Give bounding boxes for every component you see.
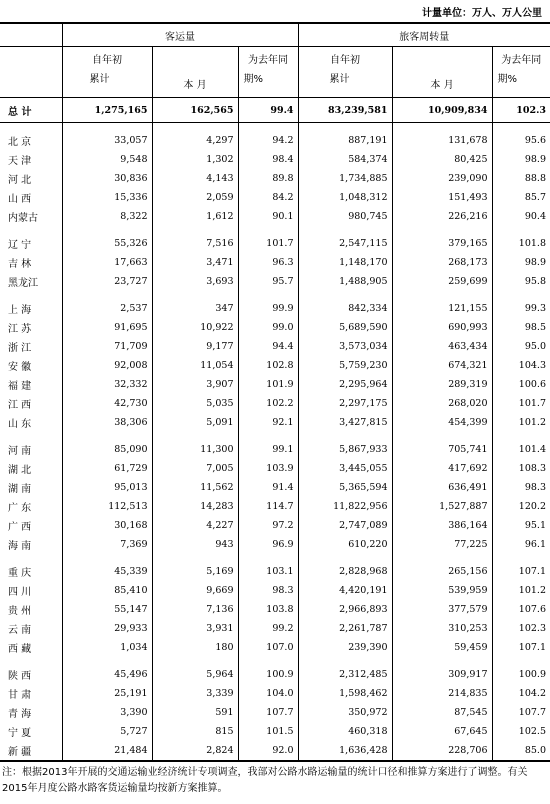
- yoy-turnover: 95.6: [492, 131, 550, 150]
- ytd-turnover: 4,420,191: [298, 581, 392, 600]
- table-row: [0, 535, 550, 554]
- region-name: 吉 林: [8, 259, 32, 270]
- total-row: [0, 98, 550, 123]
- ytd-turnover: 460,318: [298, 722, 392, 741]
- yoy-turnover: 90.4: [492, 207, 550, 226]
- month-turnover: 377,579: [392, 600, 492, 619]
- ytd-turnover: 980,745: [298, 207, 392, 226]
- table-row: [0, 638, 550, 657]
- yoy-volume: 114.7: [238, 497, 298, 516]
- ytd-volume: 7,369: [62, 535, 152, 554]
- month-turnover: 310,253: [392, 619, 492, 638]
- month-volume: 5,169: [152, 562, 238, 581]
- ytd-volume: 45,339: [62, 562, 152, 581]
- yoy-turnover: 107.1: [492, 562, 550, 581]
- ytd-turnover: 5,689,590: [298, 318, 392, 337]
- yoy-volume: 96.3: [238, 253, 298, 272]
- group-spacer: [0, 554, 550, 562]
- yoy-volume: 97.2: [238, 516, 298, 535]
- table-row: [0, 131, 550, 150]
- ytd-turnover: 2,312,485: [298, 665, 392, 684]
- month-turnover: 636,491: [392, 478, 492, 497]
- ytd-volume: 21,484: [62, 741, 152, 761]
- table-row: [0, 440, 550, 459]
- region-name: 海 南: [8, 541, 32, 552]
- month-volume: 815: [152, 722, 238, 741]
- month-volume: 7,136: [152, 600, 238, 619]
- yoy-turnover: 96.1: [492, 535, 550, 554]
- ytd-volume: 2,537: [62, 299, 152, 318]
- header-month-turnover: 本 月: [392, 47, 492, 98]
- month-turnover: 454,399: [392, 413, 492, 432]
- month-turnover: 309,917: [392, 665, 492, 684]
- region-name: 北 京: [8, 137, 32, 148]
- table-row: [0, 562, 550, 581]
- region-name: 安 徽: [8, 362, 32, 373]
- yoy-turnover: 107.7: [492, 703, 550, 722]
- ytd-volume: 30,168: [62, 516, 152, 535]
- month-volume: 11,300: [152, 440, 238, 459]
- ytd-volume: 85,090: [62, 440, 152, 459]
- group-spacer: [0, 226, 550, 234]
- month-volume: 180: [152, 638, 238, 657]
- yoy-turnover: 102.5: [492, 722, 550, 741]
- ytd-volume: 30,836: [62, 169, 152, 188]
- region-name: 贵 州: [8, 606, 32, 617]
- ytd-volume: 42,730: [62, 394, 152, 413]
- ytd-turnover: 584,374: [298, 150, 392, 169]
- ytd-volume: 85,410: [62, 581, 152, 600]
- region-name: 新 疆: [0, 741, 62, 761]
- yoy-turnover: 85.7: [492, 188, 550, 207]
- yoy-volume: 102.2: [238, 394, 298, 413]
- ytd-volume: 55,147: [62, 600, 152, 619]
- table-row: [0, 619, 550, 638]
- region-name: 山 东: [8, 419, 32, 430]
- table-row: [0, 516, 550, 535]
- month-volume: 1,612: [152, 207, 238, 226]
- month-volume: 943: [152, 535, 238, 554]
- table-row: [0, 703, 550, 722]
- yoy-volume: 96.9: [238, 535, 298, 554]
- ytd-turnover: 842,334: [298, 299, 392, 318]
- ytd-volume: 5,727: [62, 722, 152, 741]
- region-name: 云 南: [8, 625, 32, 636]
- ytd-volume: 1,034: [62, 638, 152, 657]
- month-turnover: 674,321: [392, 356, 492, 375]
- table-row: [0, 272, 550, 291]
- ytd-turnover: 83,239,581: [298, 98, 392, 123]
- region-name: 黑龙江: [8, 278, 38, 289]
- yoy-turnover: 102.3: [492, 98, 550, 123]
- month-turnover: 289,319: [392, 375, 492, 394]
- ytd-turnover: 3,445,055: [298, 459, 392, 478]
- ytd-turnover: 1,488,905: [298, 272, 392, 291]
- month-volume: 4,227: [152, 516, 238, 535]
- month-turnover: 268,173: [392, 253, 492, 272]
- region-name: 浙 江: [8, 343, 32, 354]
- header-yoy-volume: 为去年同 期%: [238, 47, 298, 98]
- month-turnover: 77,225: [392, 535, 492, 554]
- yoy-volume: 90.1: [238, 207, 298, 226]
- ytd-turnover: 11,822,956: [298, 497, 392, 516]
- header-ytd-turnover: 自年初 累计: [298, 47, 392, 98]
- table-row: [0, 459, 550, 478]
- ytd-turnover: 1,598,462: [298, 684, 392, 703]
- yoy-turnover: 101.7: [492, 394, 550, 413]
- month-turnover: 239,090: [392, 169, 492, 188]
- month-volume: 10,922: [152, 318, 238, 337]
- region-name: 湖 南: [8, 484, 32, 495]
- ytd-volume: 32,332: [62, 375, 152, 394]
- row-label: 总 计: [0, 98, 62, 123]
- ytd-turnover: 610,220: [298, 535, 392, 554]
- month-turnover: 214,835: [392, 684, 492, 703]
- month-volume: 3,907: [152, 375, 238, 394]
- ytd-turnover: 2,747,089: [298, 516, 392, 535]
- yoy-volume: 107.7: [238, 703, 298, 722]
- ytd-volume: 71,709: [62, 337, 152, 356]
- passenger-transport-table: [0, 22, 550, 762]
- yoy-volume: 91.4: [238, 478, 298, 497]
- region-name: 甘 肃: [8, 690, 32, 701]
- month-volume: 14,283: [152, 497, 238, 516]
- ytd-volume: 45,496: [62, 665, 152, 684]
- region-name: 宁 夏: [8, 728, 32, 739]
- unit-label: 计量单位：万人、万人公里: [422, 8, 542, 19]
- month-volume: 11,562: [152, 478, 238, 497]
- ytd-turnover: 3,427,815: [298, 413, 392, 432]
- yoy-volume: 92.0: [238, 741, 298, 761]
- table-row: [0, 413, 550, 432]
- yoy-volume: 99.9: [238, 299, 298, 318]
- yoy-volume: 99.2: [238, 619, 298, 638]
- yoy-volume: 100.9: [238, 665, 298, 684]
- month-turnover: 226,216: [392, 207, 492, 226]
- yoy-turnover: 101.2: [492, 413, 550, 432]
- yoy-volume: 107.0: [238, 638, 298, 657]
- yoy-turnover: 101.4: [492, 440, 550, 459]
- yoy-turnover: 99.3: [492, 299, 550, 318]
- yoy-turnover: 98.9: [492, 253, 550, 272]
- table-row: [0, 356, 550, 375]
- ytd-turnover: 2,295,964: [298, 375, 392, 394]
- month-volume: 3,339: [152, 684, 238, 703]
- yoy-turnover: 104.3: [492, 356, 550, 375]
- yoy-turnover: 88.8: [492, 169, 550, 188]
- yoy-volume: 99.1: [238, 440, 298, 459]
- month-volume: 347: [152, 299, 238, 318]
- ytd-volume: 1,275,165: [62, 98, 152, 123]
- corner-cell: [0, 23, 62, 47]
- yoy-volume: 92.1: [238, 413, 298, 432]
- month-turnover: 386,164: [392, 516, 492, 535]
- month-turnover: 151,493: [392, 188, 492, 207]
- yoy-volume: 99.4: [238, 98, 298, 123]
- month-turnover: 268,020: [392, 394, 492, 413]
- month-turnover: 690,993: [392, 318, 492, 337]
- table-row: [0, 665, 550, 684]
- yoy-turnover: 98.3: [492, 478, 550, 497]
- ytd-turnover: 2,297,175: [298, 394, 392, 413]
- month-volume: 1,302: [152, 150, 238, 169]
- month-turnover: 131,678: [392, 131, 492, 150]
- region-name: 河 北: [8, 175, 32, 186]
- group-spacer: [0, 123, 550, 132]
- ytd-turnover: 2,828,968: [298, 562, 392, 581]
- ytd-volume: 92,008: [62, 356, 152, 375]
- yoy-volume: 84.2: [238, 188, 298, 207]
- yoy-volume: 102.8: [238, 356, 298, 375]
- header-ytd-volume: 自年初 累计: [62, 47, 152, 98]
- ytd-turnover: 2,547,115: [298, 234, 392, 253]
- table-row: [0, 600, 550, 619]
- ytd-turnover: 887,191: [298, 131, 392, 150]
- month-volume: 5,091: [152, 413, 238, 432]
- yoy-volume: 95.7: [238, 272, 298, 291]
- ytd-turnover: 1,148,170: [298, 253, 392, 272]
- yoy-turnover: 101.8: [492, 234, 550, 253]
- yoy-volume: 99.0: [238, 318, 298, 337]
- header-yoy-turnover: 为去年同 期%: [492, 47, 550, 98]
- table-row: [0, 478, 550, 497]
- ytd-turnover: 2,261,787: [298, 619, 392, 638]
- yoy-turnover: 95.0: [492, 337, 550, 356]
- month-turnover: 259,699: [392, 272, 492, 291]
- table-row: [0, 150, 550, 169]
- region-name: 广 西: [8, 522, 32, 533]
- month-turnover: 539,959: [392, 581, 492, 600]
- month-volume: 11,054: [152, 356, 238, 375]
- region-name: 辽 宁: [8, 240, 32, 251]
- yoy-volume: 103.9: [238, 459, 298, 478]
- yoy-turnover: 107.1: [492, 638, 550, 657]
- ytd-turnover: 2,966,893: [298, 600, 392, 619]
- ytd-volume: 17,663: [62, 253, 152, 272]
- ytd-volume: 33,057: [62, 131, 152, 150]
- ytd-volume: 25,191: [62, 684, 152, 703]
- yoy-turnover: 120.2: [492, 497, 550, 516]
- region-name: 天 津: [8, 156, 32, 167]
- yoy-volume: 104.0: [238, 684, 298, 703]
- month-volume: 7,516: [152, 234, 238, 253]
- yoy-turnover: 98.9: [492, 150, 550, 169]
- ytd-volume: 15,336: [62, 188, 152, 207]
- region-name: 山 西: [8, 194, 32, 205]
- footnote: 注：根据2013年开展的交通运输业经济统计专项调查，我部对公路水路运输量的统计口径和推算方案进行了调整。有关2015年月度公路水路客货运输量均按新方案推算。: [2, 767, 528, 794]
- month-volume: 7,005: [152, 459, 238, 478]
- table-row: [0, 375, 550, 394]
- table-row: [0, 684, 550, 703]
- yoy-volume: 89.8: [238, 169, 298, 188]
- yoy-turnover: 100.9: [492, 665, 550, 684]
- yoy-volume: 101.9: [238, 375, 298, 394]
- yoy-volume: 101.7: [238, 234, 298, 253]
- month-turnover: 67,645: [392, 722, 492, 741]
- month-turnover: 121,155: [392, 299, 492, 318]
- yoy-turnover: 102.3: [492, 619, 550, 638]
- month-turnover: 87,545: [392, 703, 492, 722]
- month-volume: 591: [152, 703, 238, 722]
- table-row: [0, 169, 550, 188]
- region-name: 江 西: [8, 400, 32, 411]
- region-name: 四 川: [8, 587, 32, 598]
- month-volume: 3,693: [152, 272, 238, 291]
- month-turnover: 265,156: [392, 562, 492, 581]
- ytd-volume: 8,322: [62, 207, 152, 226]
- yoy-turnover: 98.5: [492, 318, 550, 337]
- group-spacer: [0, 291, 550, 299]
- ytd-volume: 38,306: [62, 413, 152, 432]
- ytd-volume: 23,727: [62, 272, 152, 291]
- month-turnover: 228,706: [392, 741, 492, 761]
- yoy-turnover: 85.0: [492, 741, 550, 761]
- ytd-volume: 112,513: [62, 497, 152, 516]
- header-month-volume: 本 月: [152, 47, 238, 98]
- ytd-turnover: 5,867,933: [298, 440, 392, 459]
- yoy-volume: 103.1: [238, 562, 298, 581]
- region-name: 江 苏: [8, 324, 32, 335]
- region-name: 陕 西: [8, 671, 32, 682]
- month-turnover: 705,741: [392, 440, 492, 459]
- region-name: 福 建: [8, 381, 32, 392]
- yoy-turnover: 100.6: [492, 375, 550, 394]
- month-volume: 2,059: [152, 188, 238, 207]
- table-row: [0, 337, 550, 356]
- ytd-turnover: 5,759,230: [298, 356, 392, 375]
- month-turnover: 10,909,834: [392, 98, 492, 123]
- ytd-volume: 95,013: [62, 478, 152, 497]
- month-volume: 3,471: [152, 253, 238, 272]
- month-turnover: 463,434: [392, 337, 492, 356]
- table-row: [0, 234, 550, 253]
- table-row: [0, 253, 550, 272]
- month-volume: 5,964: [152, 665, 238, 684]
- month-volume: 4,143: [152, 169, 238, 188]
- region-name: 广 东: [8, 503, 32, 514]
- group-spacer: [0, 657, 550, 665]
- region-name: 青 海: [8, 709, 32, 720]
- ytd-volume: 55,326: [62, 234, 152, 253]
- yoy-volume: 98.3: [238, 581, 298, 600]
- month-turnover: 379,165: [392, 234, 492, 253]
- ytd-turnover: 1,734,885: [298, 169, 392, 188]
- month-volume: 3,931: [152, 619, 238, 638]
- yoy-turnover: 101.2: [492, 581, 550, 600]
- yoy-turnover: 107.6: [492, 600, 550, 619]
- month-turnover: 417,692: [392, 459, 492, 478]
- header-passenger-volume: 客运量: [62, 23, 298, 47]
- table-row: [0, 207, 550, 226]
- yoy-volume: 103.8: [238, 600, 298, 619]
- ytd-volume: 9,548: [62, 150, 152, 169]
- ytd-turnover: 239,390: [298, 638, 392, 657]
- table-row: [0, 188, 550, 207]
- ytd-volume: 3,390: [62, 703, 152, 722]
- month-turnover: 1,527,887: [392, 497, 492, 516]
- month-volume: 9,177: [152, 337, 238, 356]
- ytd-volume: 29,933: [62, 619, 152, 638]
- ytd-turnover: 350,972: [298, 703, 392, 722]
- ytd-turnover: 1,048,312: [298, 188, 392, 207]
- yoy-volume: 94.4: [238, 337, 298, 356]
- month-volume: 5,035: [152, 394, 238, 413]
- ytd-volume: 61,729: [62, 459, 152, 478]
- yoy-turnover: 108.3: [492, 459, 550, 478]
- month-turnover: 80,425: [392, 150, 492, 169]
- region-name: 上 海: [8, 305, 32, 316]
- group-spacer: [0, 432, 550, 440]
- table-row: [0, 497, 550, 516]
- yoy-turnover: 104.2: [492, 684, 550, 703]
- region-name: 湖 北: [8, 465, 32, 476]
- month-turnover: 59,459: [392, 638, 492, 657]
- month-volume: 9,669: [152, 581, 238, 600]
- yoy-turnover: 95.8: [492, 272, 550, 291]
- month-volume: 4,297: [152, 131, 238, 150]
- yoy-volume: 101.5: [238, 722, 298, 741]
- table-row: [0, 741, 550, 761]
- region-name: 重 庆: [8, 568, 32, 579]
- ytd-volume: 91,695: [62, 318, 152, 337]
- yoy-turnover: 95.1: [492, 516, 550, 535]
- region-name: 河 南: [8, 446, 32, 457]
- month-volume: 2,824: [152, 741, 238, 761]
- ytd-turnover: 5,365,594: [298, 478, 392, 497]
- ytd-turnover: 3,573,034: [298, 337, 392, 356]
- yoy-volume: 98.4: [238, 150, 298, 169]
- table-row: [0, 581, 550, 600]
- table-row: [0, 394, 550, 413]
- table-row: [0, 318, 550, 337]
- region-name: 内蒙古: [8, 213, 38, 224]
- month-volume: 162,565: [152, 98, 238, 123]
- table-row: [0, 299, 550, 318]
- table-row: [0, 722, 550, 741]
- region-name: 西 藏: [8, 644, 32, 655]
- header-passenger-turnover: 旅客周转量: [298, 23, 550, 47]
- ytd-turnover: 1,636,428: [298, 741, 392, 761]
- yoy-volume: 94.2: [238, 131, 298, 150]
